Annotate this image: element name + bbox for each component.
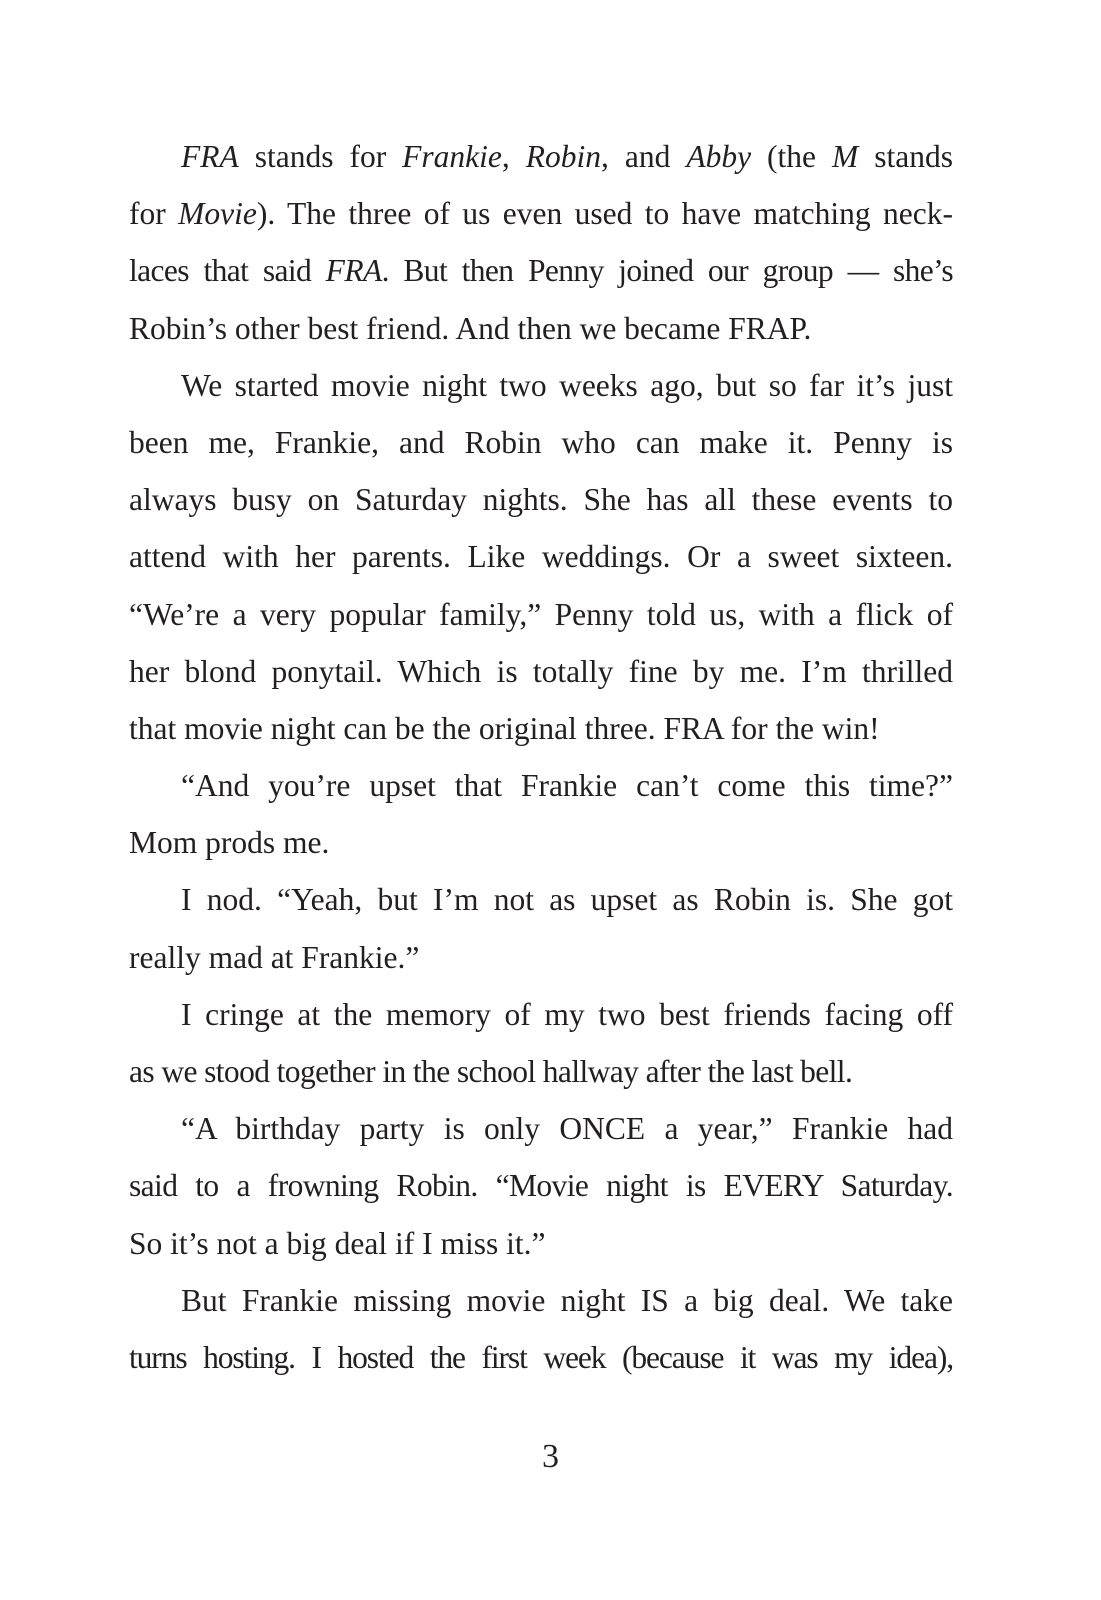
text-line-10: her blond ponytail. Which is totally fine by me. I’m thrilled [129, 653, 953, 689]
text-line-12: “And you’re upset that Frankie can’t come this time?” [181, 768, 953, 804]
page-number: 3 [542, 1438, 559, 1475]
text-line-2: for Movie). The three of us even used to have matching neck- [129, 196, 953, 232]
text-line-21: But Frankie missing movie night IS a big deal. We take [181, 1282, 953, 1318]
text-line-7: always busy on Saturday nights. She has all these events to [129, 482, 953, 518]
text-line-15: really mad at Frankie.” [129, 939, 420, 975]
text-line-9: “We’re a very popular family,” Penny told us, with a flick of [129, 596, 953, 632]
text-line-16: I cringe at the memory of my two best friends facing off [181, 996, 953, 1032]
text-line-5: We started movie night two weeks ago, but so far it’s just [181, 367, 953, 403]
text-line-22: turns hosting. I hosted the first week (because it was my idea), [129, 1339, 953, 1375]
text-line-8: attend with her parents. Like weddings. Or a sweet sixteen. [129, 539, 953, 575]
text-line-18: “A birthday party is only ONCE a year,” Frankie had [181, 1111, 953, 1147]
text-line-20: So it’s not a big deal if I miss it.” [129, 1225, 546, 1261]
text-line-3: laces that said FRA. But then Penny joined our group — she’s [129, 253, 953, 289]
text-line-1: FRA stands for Frankie, Robin, and Abby (the M stands [181, 139, 953, 174]
body-text [129, 128, 953, 1386]
text-line-11: that movie night can be the original three. FRA for the win! [129, 710, 880, 746]
text-line-17: as we stood together in the school hallway after the last bell. [129, 1054, 853, 1089]
text-line-13: Mom prods me. [129, 825, 330, 861]
text-line-14: I nod. “Yeah, but I’m not as upset as Robin is. She got [181, 882, 953, 918]
text-line-4: Robin’s other best friend. And then we became FRAP. [129, 310, 812, 346]
text-line-6: been me, Frankie, and Robin who can make it. Penny is [129, 424, 953, 460]
text-line-19: said to a frowning Robin. “Movie night is EVERY Saturday. [129, 1168, 953, 1204]
